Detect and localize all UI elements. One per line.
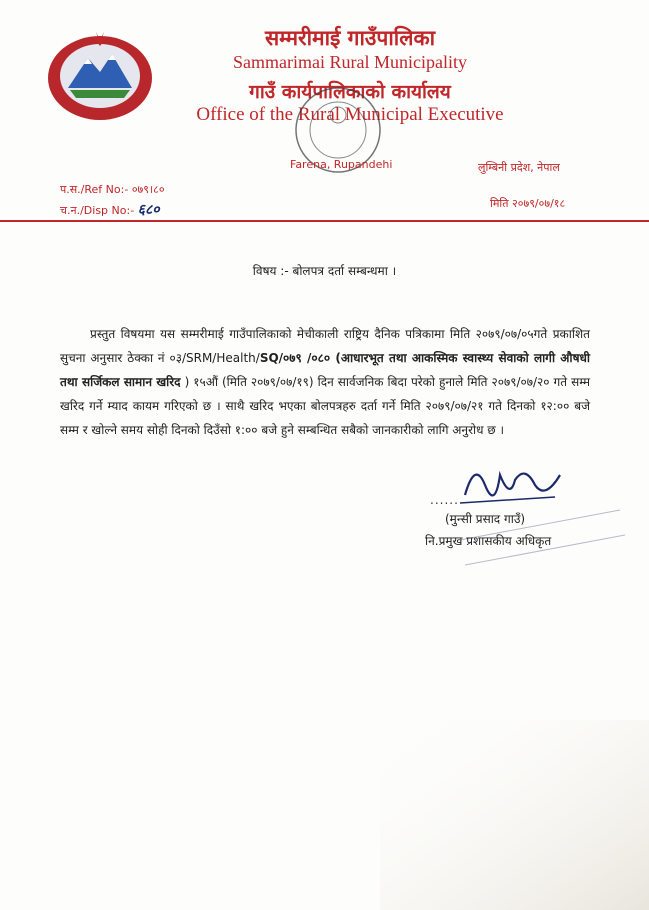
signatory-title: नि.प्रमुख प्रशासकीय अधिकृत bbox=[425, 534, 552, 548]
signatory-name: (मुन्सी प्रसाद गाउँ) bbox=[445, 512, 526, 526]
dispatch-number bbox=[60, 200, 160, 219]
ref-label: प.स./Ref No:- bbox=[60, 183, 129, 196]
header-title-en: Sammarimai Rural Municipality bbox=[233, 52, 467, 72]
ref-number bbox=[60, 182, 165, 197]
designation-stamp-icon bbox=[440, 480, 640, 580]
header-office-en: Office of the Rural Municipal Executive bbox=[196, 104, 504, 125]
header-divider bbox=[0, 220, 649, 222]
disp-label: च.न./Disp No:- bbox=[60, 204, 135, 217]
paper-shadow bbox=[380, 720, 649, 910]
signature-dots: ...... bbox=[430, 493, 459, 507]
body-text-a: प्रस्तुत विषयमा यस सम्मरीमाई गाउँपालिकाको मेचीकाली राष्ट्रिय दैनिक पत्रिकामा मिति २०७९/०७/०५गते प्रकाशित सुचना अनुसार ठेक्का नं ०३/SRM/Health/ bbox=[60, 327, 590, 365]
date-label: मिति bbox=[490, 197, 509, 210]
date-value: २०७९/०७/१८ bbox=[512, 197, 566, 210]
address-text: Farena, Rupandehi bbox=[290, 158, 393, 171]
subject-line: विषय :- बोलपत्र दर्ता सम्बन्धमा । bbox=[252, 264, 397, 278]
province-text: लुम्बिनी प्रदेश, नेपाल bbox=[478, 161, 560, 174]
body-text-b: ) १५औं (मिति २०७९/०७/१९) दिन सार्वजनिक बिदा परेको हुनाले मिति २०७९/०७/२० गते सम्म खरिद गर्ने म्याद कायम गरिएको छ । साथै खरिद भएका बोलपत्रहरु दर्ता गर्ने मिति २०७९/०७/२१ गते दिनको १२:०० बजे सम्म र खोल्ने समय सोही दिनको दिउँसो १:०० बजे हुने सम्बन्धित सबैको जानकारीको लागि अनुरोध छ । bbox=[60, 375, 590, 437]
nepal-emblem-icon bbox=[40, 28, 160, 124]
date-line bbox=[490, 196, 565, 211]
header-title-np: सम्मरीमाई गाउँपालिका bbox=[264, 26, 436, 50]
letter-body bbox=[60, 322, 590, 442]
disp-value: ६८० bbox=[137, 202, 160, 218]
body-text-bold: SQ/०७९ /०८० (आधारभूत तथा आकस्मिक स्वास्थ्य सेवाको लागी औषधी तथा सर्जिकल सामान खरिद bbox=[60, 351, 590, 389]
ref-value: ०७९।८० bbox=[131, 183, 165, 196]
header-office-np: गाउँ कार्यपालिकाको कार्यालय bbox=[249, 81, 451, 103]
